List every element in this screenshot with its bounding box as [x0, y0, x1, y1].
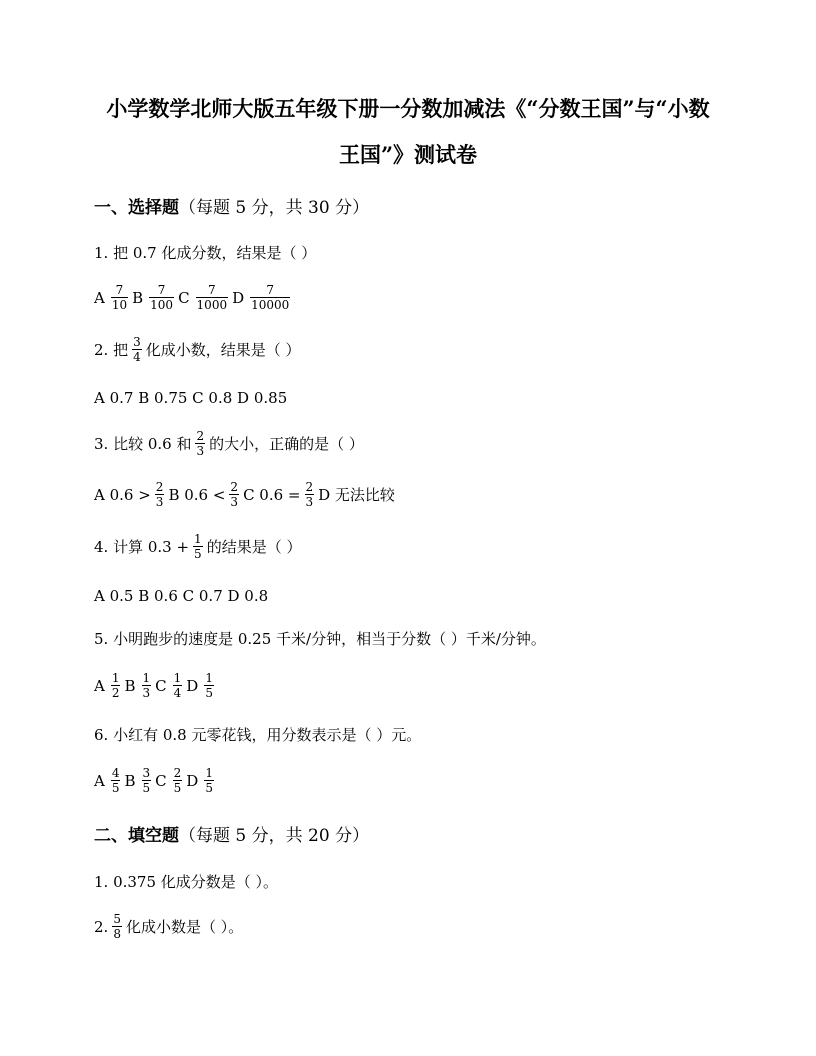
fraction: [229, 481, 239, 508]
question-2-options: A 0.7 B 0.75 C 0.8 D 0.85: [94, 389, 288, 407]
numerator: 7: [266, 283, 275, 297]
section-title: 一、选择题: [94, 198, 179, 218]
fill-question-2: [94, 913, 243, 940]
question-text: 化成小数是（ ）。: [125, 918, 244, 936]
numerator: 2: [155, 480, 164, 494]
fraction: [173, 672, 183, 699]
denominator: 5: [111, 781, 120, 795]
denominator: 3: [196, 444, 205, 458]
section-heading-fill: [94, 821, 369, 846]
fraction: [111, 284, 128, 311]
numerator: 3: [133, 335, 141, 349]
question-4-options: A 0.5 B 0.6 C 0.7 D 0.8: [94, 587, 269, 605]
option-label: C: [155, 676, 167, 695]
question-5: 5. 小明跑步的速度是 0.25 千米/分钟，相当于分数（ ）千米/分钟。: [94, 630, 546, 648]
title-line-1: 小学数学北师大版五年级下册一分数加减法《“分数王国”与“小数: [106, 96, 710, 121]
numerator: 2: [196, 429, 205, 443]
question-6-options: [94, 767, 218, 794]
fraction: [196, 284, 229, 311]
section-note: （每题 5 分，共 20 分）: [179, 826, 370, 846]
fill-question-1: 1. 0.375 化成分数是（ ）。: [94, 873, 279, 891]
question-2: [94, 336, 301, 363]
numerator: 1: [205, 671, 213, 685]
numerator: 3: [142, 766, 151, 780]
fraction: [142, 767, 152, 794]
denominator: 3: [155, 495, 164, 509]
question-text: 的结果是（ ）: [206, 538, 302, 556]
fraction: [111, 672, 121, 699]
option-label: B: [124, 676, 136, 695]
numerator: 1: [111, 671, 120, 685]
title-line-2: 王国”》测试卷: [338, 142, 478, 167]
fraction: [195, 430, 205, 457]
fraction: [132, 336, 142, 363]
question-1-options: [94, 284, 294, 311]
denominator: 3: [142, 686, 151, 700]
question-1: 1. 把 0.7 化成分数，结果是（ ）: [94, 244, 317, 262]
question-5-options: [94, 672, 218, 699]
fraction: [204, 672, 214, 699]
fraction: [155, 481, 165, 508]
numerator: 1: [142, 671, 151, 685]
question-text: 的大小，正确的是（ ）: [209, 435, 364, 453]
fraction: [111, 767, 121, 794]
numerator: 7: [208, 283, 216, 297]
denominator: 5: [173, 781, 182, 795]
denominator: 3: [230, 495, 239, 509]
denominator: 4: [173, 686, 182, 700]
denominator: 100: [150, 298, 174, 312]
question-text: 化成小数，结果是（ ）: [145, 341, 301, 359]
question-4: [94, 533, 301, 560]
fraction: [193, 533, 203, 560]
denominator: 2: [111, 686, 120, 700]
option-label: B: [124, 771, 136, 790]
question-3: [94, 430, 364, 457]
denominator: 5: [142, 781, 151, 795]
denominator: 1000: [196, 298, 228, 312]
denominator: 5: [205, 686, 213, 700]
option-text: D 无法比较: [318, 486, 395, 504]
denominator: 4: [133, 350, 141, 364]
numerator: 5: [113, 912, 121, 926]
numerator: 2: [173, 766, 182, 780]
option-label: A: [94, 771, 105, 790]
denominator: 5: [205, 781, 213, 795]
question-text: 2.: [94, 917, 109, 936]
numerator: 1: [194, 532, 202, 546]
fraction: [149, 284, 174, 311]
question-6: 6. 小红有 0.8 元零花钱，用分数表示是（ ）元。: [94, 726, 422, 744]
fraction: [305, 481, 315, 508]
option-label: A: [94, 676, 105, 695]
section-title: 二、填空题: [94, 826, 179, 846]
question-3-options: [94, 481, 395, 508]
option-label: B: [132, 288, 144, 307]
question-text: 3. 比较 0.6 和: [94, 435, 192, 453]
denominator: 10: [111, 298, 128, 312]
numerator: 1: [173, 671, 182, 685]
option-label: D: [186, 771, 199, 790]
option-label: C: [178, 288, 190, 307]
section-heading-choice: [94, 193, 369, 218]
numerator: 4: [111, 766, 120, 780]
option-label: C: [155, 771, 167, 790]
option-label: D: [186, 676, 199, 695]
denominator: 8: [113, 927, 121, 941]
fraction: [204, 767, 214, 794]
option-label: A: [94, 288, 105, 307]
denominator: 5: [194, 547, 202, 561]
question-text: 2. 把: [94, 341, 129, 359]
numerator: 7: [115, 283, 124, 297]
question-text: 4. 计算 0.3 +: [94, 538, 190, 556]
fraction: [142, 672, 152, 699]
numerator: 1: [205, 766, 213, 780]
page-title: [60, 86, 756, 178]
option-text: C 0.6 =: [243, 485, 301, 504]
fraction: [112, 913, 122, 940]
option-text: A 0.6 >: [94, 485, 151, 504]
denominator: 10000: [251, 298, 290, 312]
fraction: [173, 767, 183, 794]
numerator: 2: [230, 480, 239, 494]
fraction: [250, 284, 290, 311]
denominator: 3: [305, 495, 314, 509]
numerator: 2: [305, 480, 314, 494]
option-label: D: [232, 288, 245, 307]
option-text: B 0.6 <: [168, 485, 226, 504]
section-note: （每题 5 分，共 30 分）: [179, 198, 370, 218]
numerator: 7: [157, 283, 166, 297]
